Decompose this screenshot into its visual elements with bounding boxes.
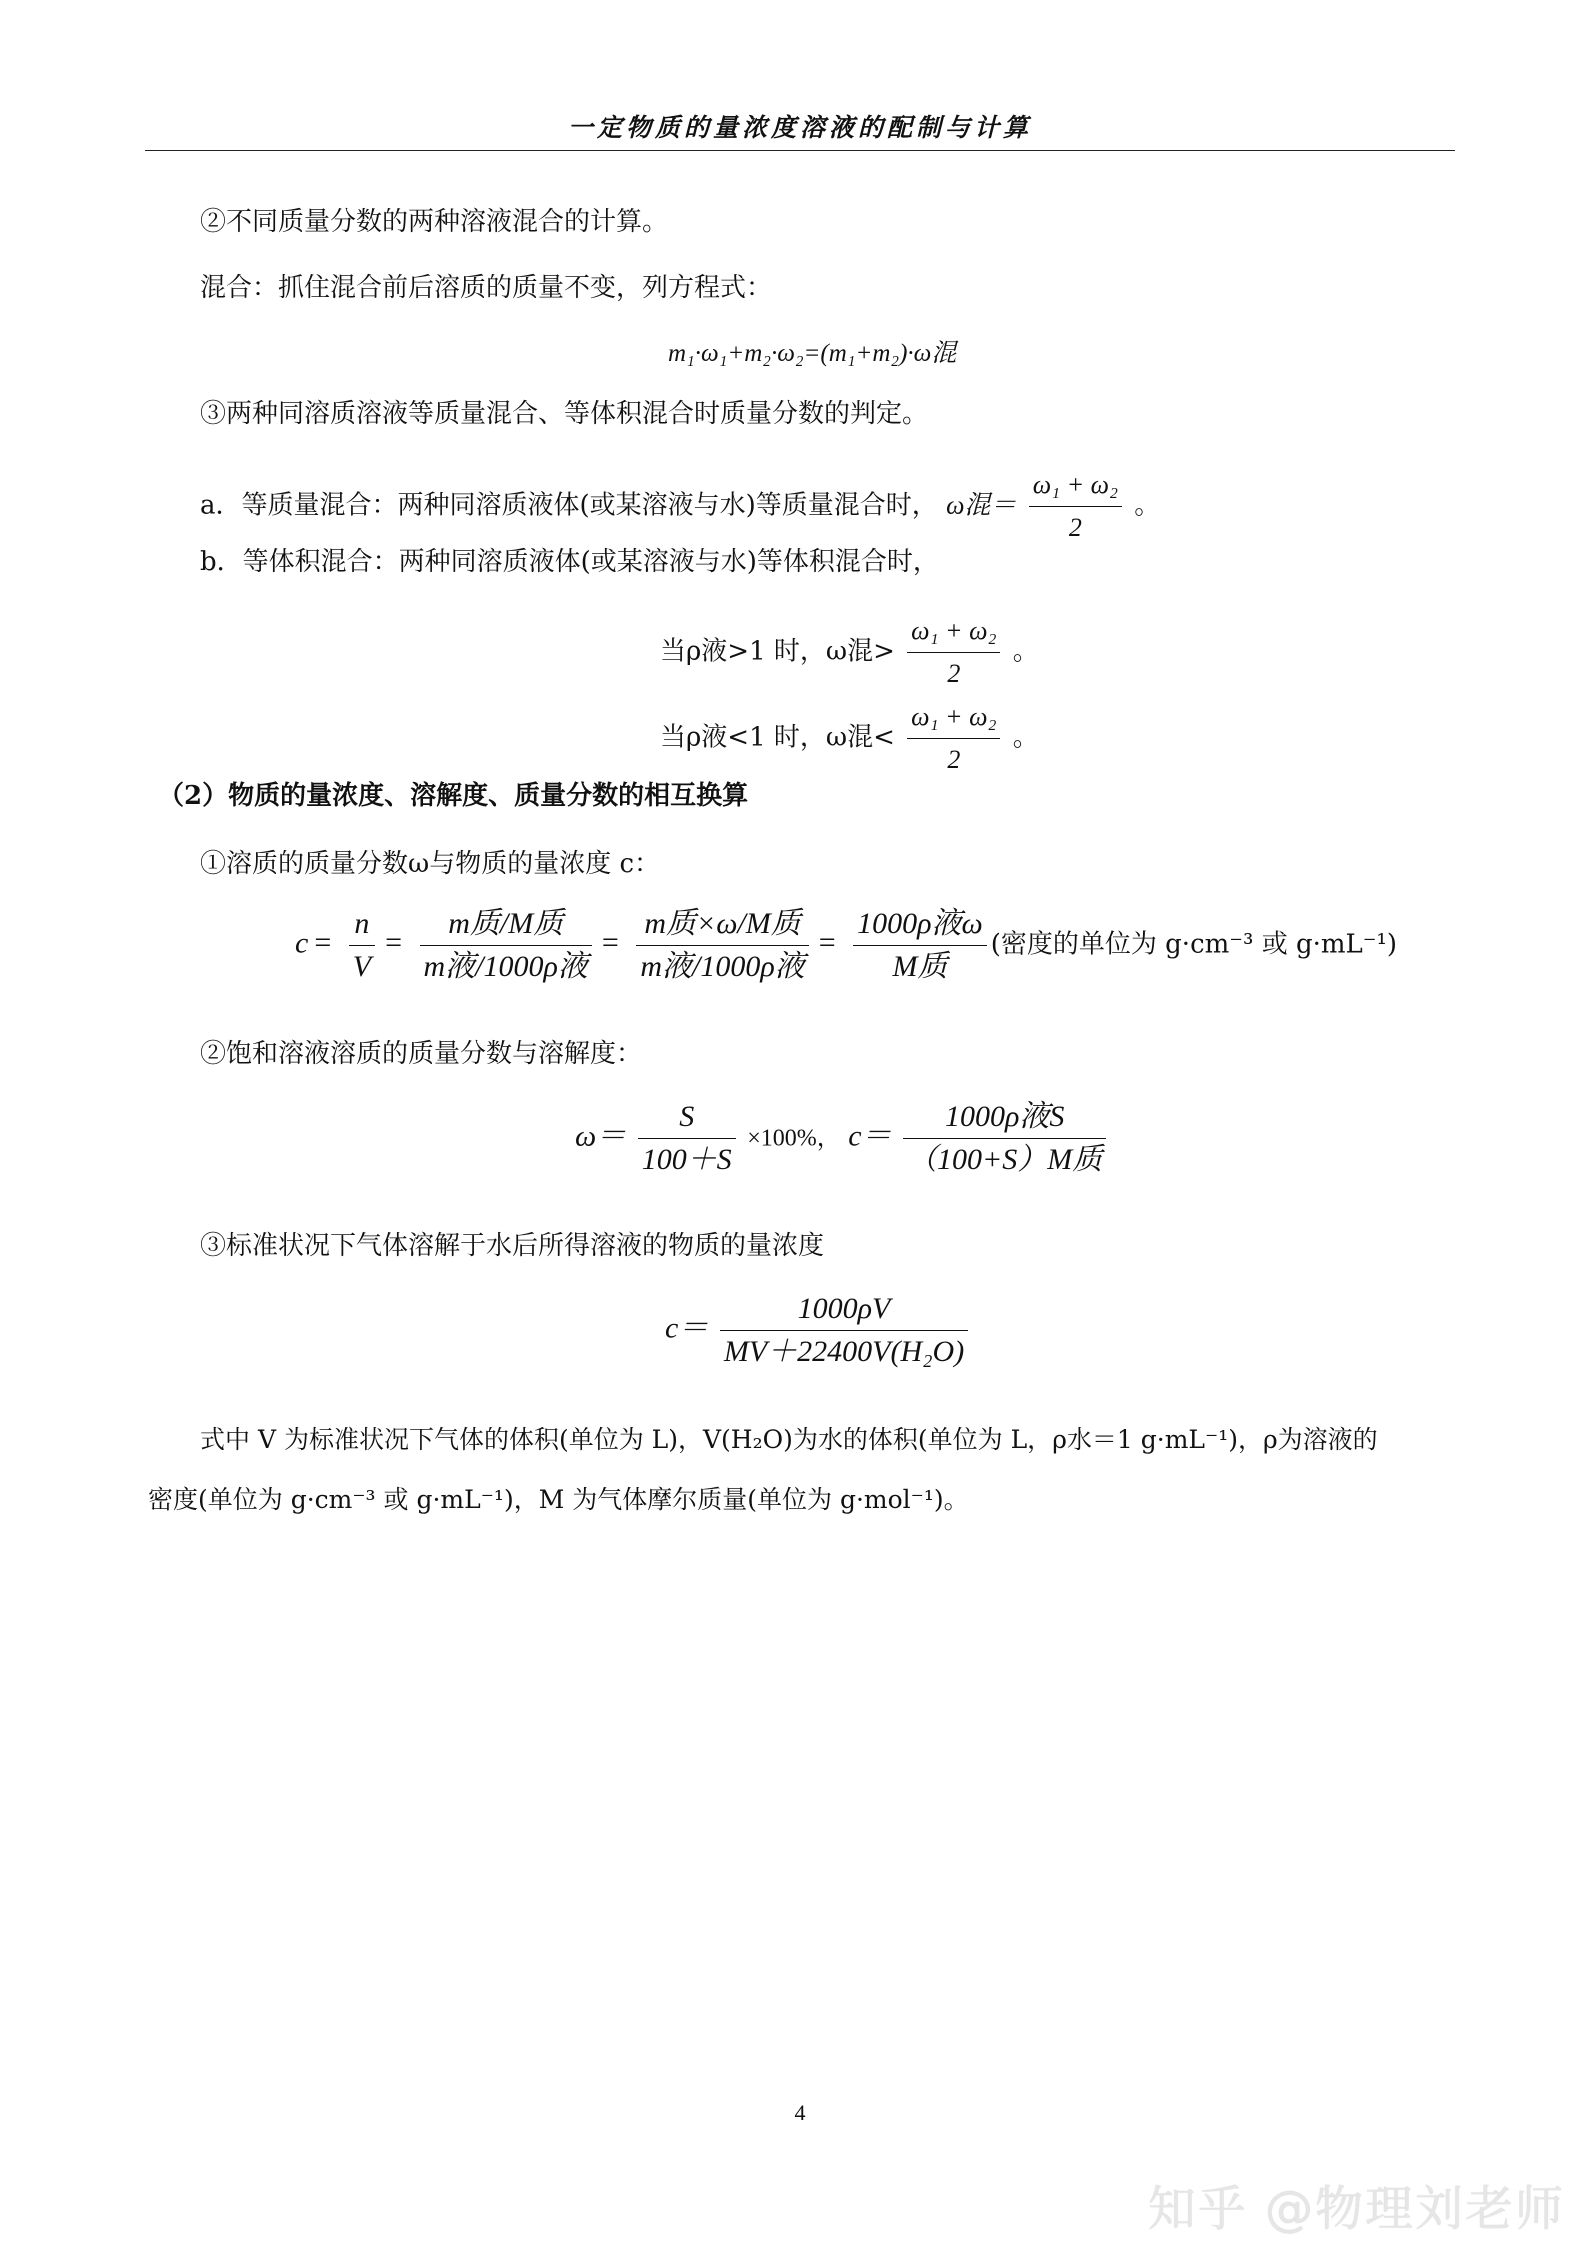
condition-density-greater	[660, 612, 1039, 693]
condition-density-less	[660, 698, 1039, 779]
fraction-mass-fraction-form	[636, 905, 808, 986]
section-heading-conversion: （2）物质的量浓度、溶解度、质量分数的相互换算	[158, 781, 749, 811]
paragraph-judgement: ③两种同溶质溶液等质量混合、等体积混合时质量分数的判定。	[200, 399, 929, 429]
period: 。	[1012, 722, 1039, 753]
fraction-numerator: ω₁ + ω₂	[907, 698, 1000, 739]
paragraph-saturated-solution: ②饱和溶液溶质的质量分数与溶解度：	[200, 1039, 643, 1069]
fraction-denominator: m液/1000ρ液	[640, 950, 805, 983]
formula-c: c	[295, 926, 309, 960]
c-label: c＝	[665, 1311, 709, 1345]
fraction-numerator: n	[349, 905, 375, 946]
fraction-mass-over-volume	[420, 905, 592, 986]
formula-concentration-conversion: c = $\frac{n}{V}$ = $\frac{\text{m质/M质}}{\text{m液/1000ρ液}}$ = $\frac{\text{m质×ω/M质}}{\text{m液/1000ρ液}}$ = $\frac{\text{1000ρ液ω}}{\text{M质}}$ (密度的单位为 g·cm⁻³ 或 g·mL⁻¹)	[295, 905, 1397, 986]
formula-solubility	[575, 1098, 1110, 1179]
fraction-numerator: m质×ω/M质	[636, 905, 808, 946]
fraction-average	[907, 698, 1000, 779]
density-unit-note: (密度的单位为 g·cm⁻³ 或 g·mL⁻¹)	[990, 929, 1398, 960]
fraction-final-form	[853, 905, 987, 986]
condition-greater-text: 当ρ液>1 时，ω混>	[660, 636, 895, 667]
fraction-numerator: 1000ρ液S	[903, 1098, 1106, 1139]
fraction-average	[1029, 466, 1122, 547]
paragraph-equal-mass	[200, 466, 1160, 547]
paragraph-variable-definitions: 式中 V 为标准状况下气体的体积(单位为 L)，V(H₂O)为水的体积(单位为 L，ρ水＝1 g·mL⁻¹)，ρ为溶液的	[200, 1425, 1378, 1454]
omega-mix-label: ω混＝	[946, 490, 1017, 520]
fraction-average	[907, 612, 1000, 693]
period: 。	[1134, 490, 1161, 521]
fraction-numerator: m质/M质	[420, 905, 592, 946]
fraction-concentration-solubility	[903, 1098, 1106, 1179]
paragraph-equal-volume: b．等体积混合：两种同溶质液体(或某溶液与水)等体积混合时，	[200, 547, 939, 577]
fraction-numerator: ω₁ + ω₂	[907, 612, 1000, 653]
period: 。	[1012, 636, 1039, 667]
watermark: 知乎 @物理刘老师	[1147, 2181, 1565, 2237]
condition-less-text: 当ρ液<1 时，ω混<	[660, 722, 895, 753]
fraction-denominator: 2	[947, 659, 961, 688]
fraction-denominator: V	[352, 950, 372, 983]
fraction-denominator: m液/1000ρ液	[423, 950, 588, 983]
fraction-numerator: ω₁ + ω₂	[1029, 466, 1122, 507]
fraction-numerator: 1000ρV	[720, 1290, 968, 1331]
formula-mass-conservation: m₁·ω₁+m₂·ω₂=(m₁+m₂)·ω混	[668, 340, 957, 367]
paragraph-mixing-rule: 混合：抓住混合前后溶质的质量不变，列方程式：	[200, 273, 773, 303]
fraction-numerator: 1000ρ液ω	[853, 905, 987, 946]
page-header-title: 一定物质的量浓度溶液的配制与计算	[567, 113, 1032, 142]
formula-gas-concentration	[665, 1290, 972, 1371]
fraction-denominator: （100+S）M质	[907, 1143, 1103, 1176]
paragraph-mixing-calc: ②不同质量分数的两种溶液混合的计算。	[200, 207, 669, 237]
fraction-denominator: 2	[1068, 513, 1082, 542]
equal-mass-text: a．等质量混合：两种同溶质液体(或某溶液与水)等质量混合时，	[200, 490, 938, 521]
percent-factor: ×100%，	[747, 1125, 841, 1152]
fraction-n-over-v	[349, 905, 375, 986]
paragraph-gas-dissolution: ③标准状况下气体溶解于水后所得溶液的物质的量浓度	[200, 1231, 825, 1261]
page-number: 4	[794, 2100, 806, 2125]
fraction-denominator: 2	[947, 745, 961, 774]
header-divider	[145, 150, 1455, 151]
fraction-gas-concentration	[720, 1290, 968, 1371]
paragraph-mass-fraction-concentration: ①溶质的质量分数ω与物质的量浓度 c：	[200, 849, 661, 879]
fraction-numerator: S	[638, 1098, 736, 1139]
paragraph-variable-definitions-cont: 密度(单位为 g·cm⁻³ 或 g·mL⁻¹)，M 为气体摩尔质量(单位为 g·mol⁻¹)。	[148, 1485, 969, 1514]
fraction-denominator: M质	[892, 950, 948, 983]
fraction-denominator: MV＋22400V(H₂O)	[723, 1335, 965, 1368]
fraction-solubility	[638, 1098, 736, 1179]
fraction-denominator: 100＋S	[641, 1143, 732, 1176]
omega-label: ω＝	[575, 1119, 627, 1153]
c-label: c＝	[848, 1119, 892, 1153]
